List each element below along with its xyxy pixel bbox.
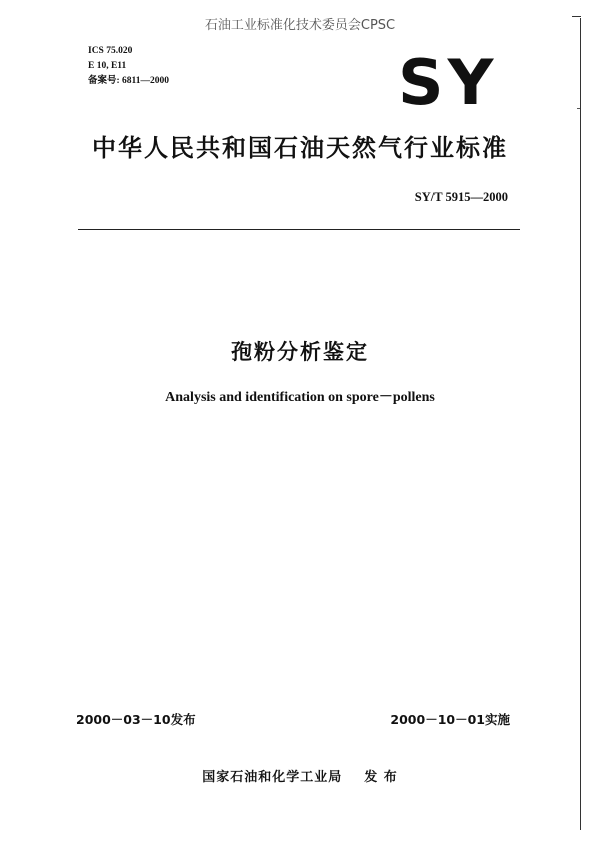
effective-date: 2000－10－01实施 bbox=[390, 712, 510, 727]
document-title-cn: 孢粉分析鉴定 bbox=[231, 340, 369, 364]
header-metadata bbox=[88, 44, 169, 89]
document-title-en: Analysis and identification on spore－pollens bbox=[165, 390, 435, 405]
publisher-name: 国家石油和化学工业局 bbox=[202, 770, 343, 785]
watermark-text: 石油工业标准化技术委员会CPSC bbox=[204, 18, 396, 33]
issue-date: 2000－03－10发布 bbox=[76, 712, 196, 727]
publisher-line bbox=[0, 766, 600, 785]
header-divider bbox=[78, 229, 520, 230]
standard-number: SY/T 5915—2000 bbox=[414, 190, 508, 204]
publisher-action: 发 布 bbox=[364, 770, 398, 785]
sy-logo: SY bbox=[398, 46, 498, 119]
page-edge-line bbox=[580, 18, 581, 830]
standard-organization-heading: 中华人民共和国石油天然气行业标准 bbox=[92, 134, 508, 162]
page-edge-tick bbox=[572, 16, 581, 17]
filing-number: 备案号: 6811—2000 bbox=[88, 76, 170, 86]
classification-code: E 10, E11 bbox=[88, 61, 127, 71]
ics-code: ICS 75.020 bbox=[88, 46, 133, 56]
